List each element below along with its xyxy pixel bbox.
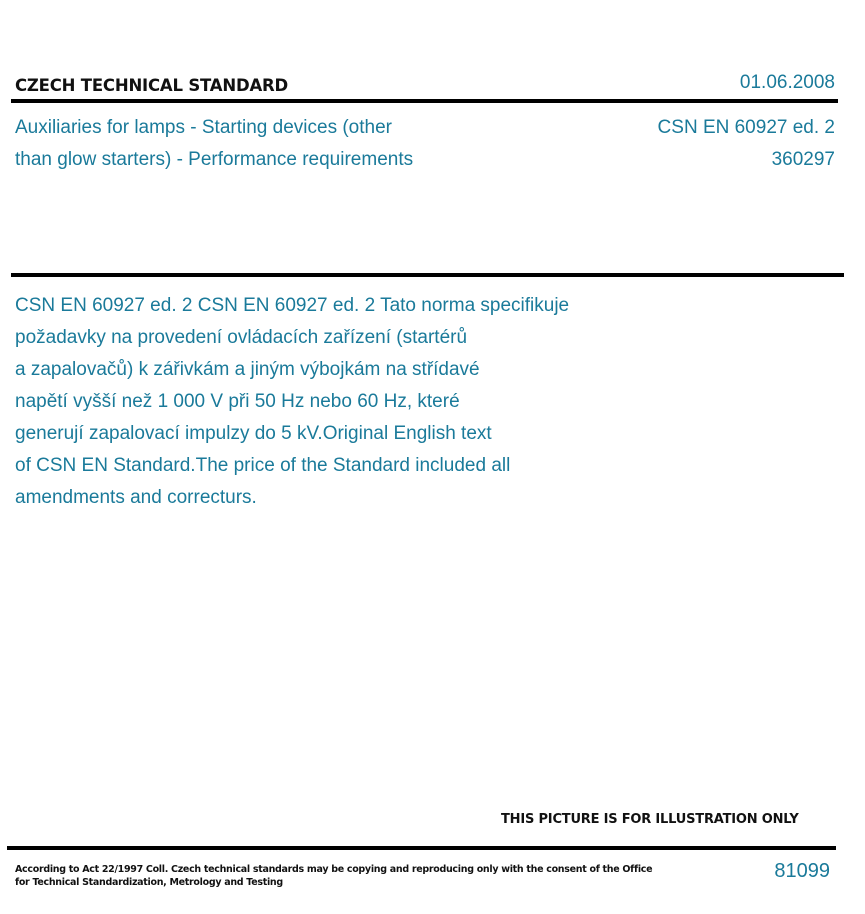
publication-date: 01.06.2008: [739, 72, 835, 93]
description-line: napětí vyšší než 1 000 V při 50 Hz nebo 60 Hz, které: [15, 391, 460, 412]
illustration-notice: THIS PICTURE IS FOR ILLUSTRATION ONLY: [501, 812, 799, 827]
description-line: CSN EN 60927 ed. 2 CSN EN 60927 ed. 2 Tato norma specifikuje: [15, 295, 570, 316]
document-category: CZECH TECHNICAL STANDARD: [15, 76, 289, 95]
standard-description: [15, 290, 675, 514]
legal-notice-line: for Technical Standardization, Metrology and Testing: [15, 877, 283, 888]
description-line: a zapalovačů) k zářivkám a jiným výbojkám na střídavé: [15, 359, 480, 380]
product-code: 81099: [774, 860, 830, 882]
description-line: požadavky na provedení ovládacích zařízení (startérů: [15, 327, 468, 348]
standard-title-line-2: than glow starters) - Performance requirements: [15, 149, 414, 170]
section-rule: [11, 273, 844, 277]
description-line: amendments and correcturs.: [15, 487, 257, 508]
catalog-number: 360297: [771, 149, 835, 170]
footer-rule: [7, 846, 836, 850]
standard-designation: CSN EN 60927 ed. 2: [657, 117, 835, 138]
standard-title-line-1: Auxiliaries for lamps - Starting devices (other: [15, 117, 392, 138]
header-rule: [11, 99, 838, 103]
description-line: of CSN EN Standard.The price of the Standard included all: [15, 455, 511, 476]
legal-notice: [15, 863, 652, 889]
description-line: generují zapalovací impulzy do 5 kV.Original English text: [15, 423, 492, 444]
legal-notice-line: According to Act 22/1997 Coll. Czech technical standards may be copying and reproducing only with the consent of the Office: [15, 864, 653, 875]
